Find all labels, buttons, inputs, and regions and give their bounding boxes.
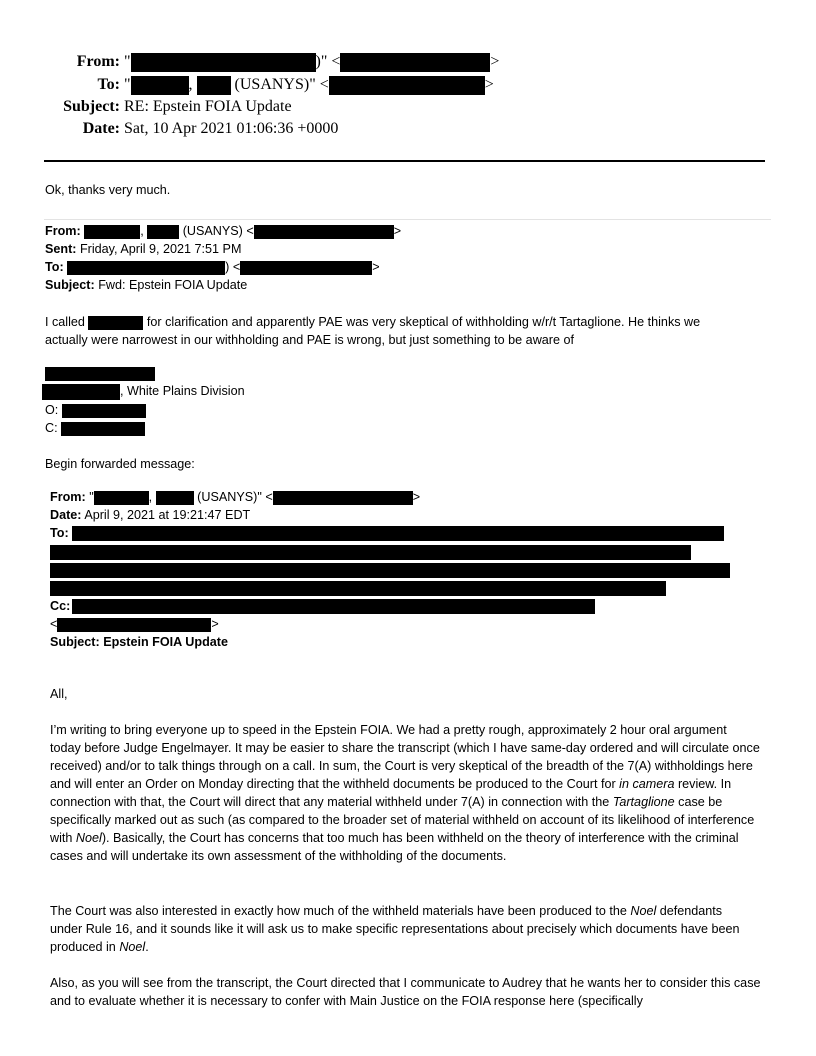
text-run: case be specifically marked out as such (as compared to the broader set of material withheld on account of its likelihood of interference with xyxy=(50,795,755,845)
text-run: review. In connection with that, the Court will direct that any material withheld under 7(A) in connection with the xyxy=(50,777,732,809)
fwd-from-end: > xyxy=(393,224,402,238)
italic-run: in camera xyxy=(619,777,675,791)
orig-to-label: To: xyxy=(50,526,69,540)
redaction-bar xyxy=(50,563,730,578)
orig-paragraph-2 xyxy=(50,902,750,956)
fwd-from-row xyxy=(45,222,401,240)
orig-from-org: (USANYS)" < xyxy=(197,490,273,504)
fwd-from-comma: , xyxy=(140,224,144,238)
orig-cc-open: < xyxy=(50,617,58,631)
text-run: defendants under Rule 16, and it sounds like it will ask us to make specific representations about precisely which documents have been produced in xyxy=(50,904,740,954)
redaction-bar xyxy=(197,76,231,95)
orig-from-end: > xyxy=(412,490,421,504)
redaction-bar xyxy=(131,76,189,95)
orig-subject-value: Epstein FOIA Update xyxy=(103,635,228,649)
redaction-bar xyxy=(94,491,149,505)
orig-cc-end: > xyxy=(211,617,219,631)
orig-date-row xyxy=(50,506,250,524)
header-to-end: > xyxy=(484,76,494,93)
orig-from-comma: , xyxy=(148,490,153,504)
orig-to-row xyxy=(50,524,69,542)
redaction-bar xyxy=(72,599,595,614)
header-date-value: Sat, 10 Apr 2021 01:06:36 +0000 xyxy=(124,120,339,137)
fwd-sent-label: Sent: xyxy=(45,242,77,256)
header-to-comma: , xyxy=(188,76,193,93)
fwd-subject-label: Subject: xyxy=(45,278,95,292)
header-to-quote: " xyxy=(124,76,131,93)
redaction-bar xyxy=(254,225,394,239)
header-date-label: Date: xyxy=(82,120,120,137)
reply-body: Ok, thanks very much. xyxy=(45,183,171,197)
header-date-row xyxy=(0,119,816,139)
header-subject-value: RE: Epstein FOIA Update xyxy=(124,98,292,115)
redaction-bar xyxy=(50,581,666,596)
sig-o-label: O: xyxy=(45,403,59,417)
orig-date-value: April 9, 2021 at 19:21:47 EDT xyxy=(84,508,251,522)
text-run: ). Basically, the Court has concerns that too much has been withheld on the theory of interference with the criminal cases and will undertake its own assessment of the withholding of the documents. xyxy=(50,831,739,863)
header-from-close: )" < xyxy=(315,53,341,70)
italic-run: Noel xyxy=(630,904,657,918)
orig-from-label: From: xyxy=(50,490,86,504)
text-run: I’m writing to bring everyone up to speed in the Epstein FOIA. We had a pretty rough, approximately 2 hour oral argument today before Judge Engelmayer. It may be easier to share the transcript (which I have same-day ordered and will circulate once received) and/or to talk things through on a call. In sum, the Court is very skeptical of the breadth of the 7(A) withholdings here and will enter an Order on Monday directing that the withheld documents be produced to the Court for xyxy=(50,723,760,791)
redaction-bar xyxy=(273,491,413,505)
fwd-body-text: I called xyxy=(45,315,85,329)
fwd-to-label: To: xyxy=(45,260,64,274)
fwd-to-row xyxy=(45,258,380,276)
sig-o-row xyxy=(45,401,146,419)
header-subject-label: Subject: xyxy=(63,98,120,115)
fwd-from-label: From: xyxy=(45,224,81,238)
redaction-bar xyxy=(67,261,225,275)
redaction-bar xyxy=(57,618,211,632)
sig-c-row xyxy=(45,419,145,437)
header-to-row xyxy=(0,75,816,95)
fwd-sent-value: Friday, April 9, 2021 7:51 PM xyxy=(79,242,242,256)
orig-cc-row xyxy=(50,597,70,615)
redaction-bar xyxy=(45,367,155,381)
header-subject-row xyxy=(0,97,816,117)
fwd-subject-value: Fwd: Epstein FOIA Update xyxy=(98,278,248,292)
fwd-body-text: for clarification and apparently PAE was very skeptical of withholding w/r/t Tartaglione. He thinks we xyxy=(146,315,701,329)
orig-subject-row xyxy=(50,633,228,651)
text-run: . xyxy=(145,940,149,954)
redaction-bar xyxy=(72,526,724,541)
orig-paragraph-3: Also, as you will see from the transcript, the Court directed that I communicate to Audrey that he wants her to consider this case and to evaluate whether it is necessary to confer with Main Justice on the FOIA response here (specifically xyxy=(50,976,761,1008)
redaction-bar xyxy=(329,76,485,95)
italic-run: Tartaglione xyxy=(612,795,675,809)
text-run: The Court was also interested in exactly how much of the withheld materials have been produced to the xyxy=(50,904,631,918)
redaction-bar xyxy=(62,404,146,418)
header-from-quote: " xyxy=(124,53,131,70)
redaction-bar xyxy=(147,225,179,239)
orig-paragraph-1 xyxy=(50,721,760,865)
orig-date-label: Date: xyxy=(50,508,82,522)
header-from-label: From: xyxy=(76,53,120,70)
sig-division-row xyxy=(42,382,245,400)
fwd-body-line2: actually were narrowest in our withholding and PAE is wrong, but just something to be aware of xyxy=(45,333,574,347)
redaction-bar xyxy=(42,384,120,400)
italic-run: Noel xyxy=(119,940,146,954)
redaction-bar xyxy=(61,422,145,436)
redaction-bar xyxy=(240,261,372,275)
header-from-row xyxy=(0,52,816,72)
fwd-to-mid: ) < xyxy=(225,260,241,274)
redaction-bar xyxy=(340,53,490,72)
redaction-bar xyxy=(156,491,194,505)
italic-run: Noel xyxy=(75,831,102,845)
orig-from-quote: " xyxy=(89,490,94,504)
redaction-bar xyxy=(84,225,140,239)
fwd-subject-row xyxy=(45,276,247,294)
orig-from-row xyxy=(50,488,420,506)
header-from-end: > xyxy=(490,53,500,70)
fwd-to-end: > xyxy=(372,260,380,274)
sig-division: , White Plains Division xyxy=(120,384,245,398)
sig-c-label: C: xyxy=(45,421,58,435)
orig-cc-cont xyxy=(50,615,219,633)
fwd-body-line1 xyxy=(45,313,700,331)
orig-greeting: All, xyxy=(50,687,68,701)
orig-subject-label: Subject: xyxy=(50,635,100,649)
redaction-bar xyxy=(50,545,691,560)
fwd-sent-row xyxy=(45,240,241,258)
fwd-from-org: (USANYS) < xyxy=(182,224,254,238)
header-to-org: (USANYS)" < xyxy=(234,76,329,93)
header-divider xyxy=(44,160,765,162)
quoted-divider xyxy=(44,219,771,220)
redaction-bar xyxy=(131,53,316,72)
begin-forwarded: Begin forwarded message: xyxy=(45,457,195,471)
redaction-bar xyxy=(88,316,143,330)
header-to-label: To: xyxy=(97,76,120,93)
orig-cc-label: Cc: xyxy=(50,599,71,613)
